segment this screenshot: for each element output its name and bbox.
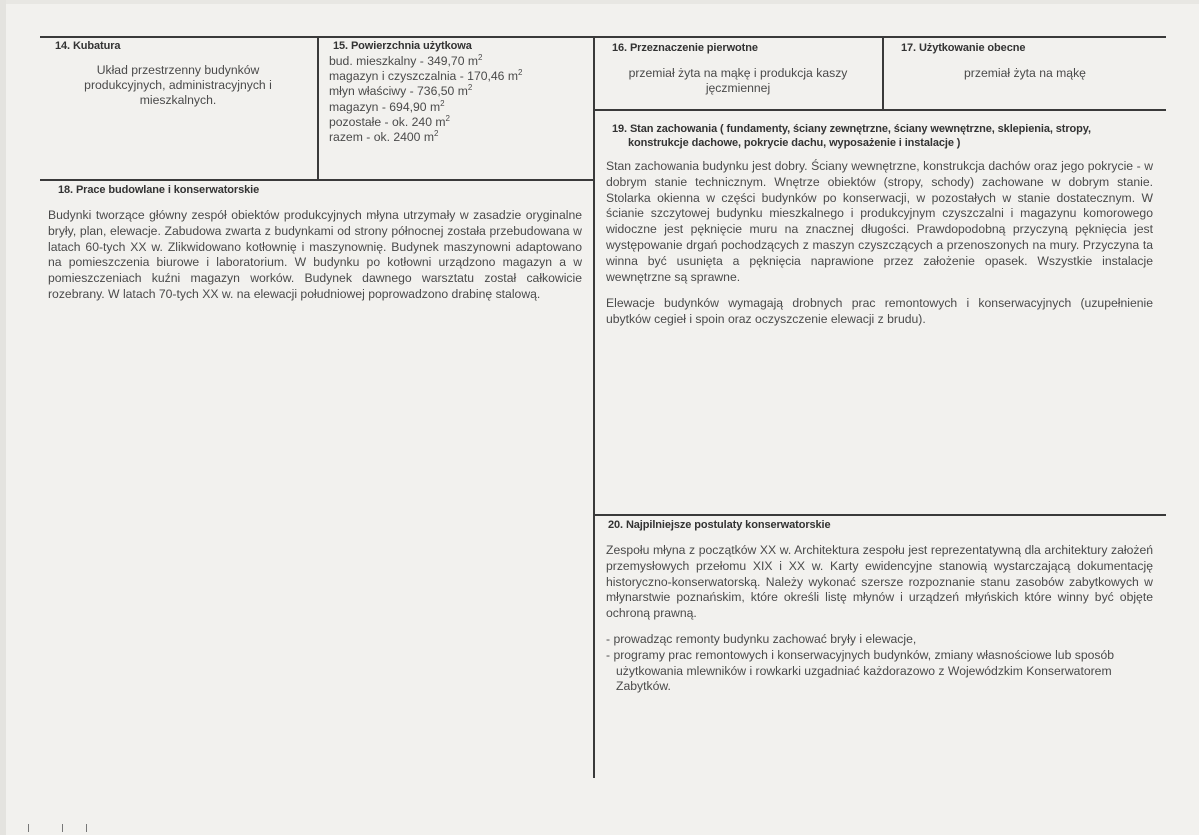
- section-18-header: 18. Prace budowlane i konserwatorskie: [58, 184, 260, 196]
- section-20-list: [606, 632, 1146, 695]
- section-17-text: przemiał żyta na mąkę: [964, 66, 1086, 80]
- scan-top-edge: [0, 0, 1199, 4]
- section-16-text: przemiał żyta na mąkę i produkcja kaszy jęczmiennej: [628, 66, 848, 95]
- scan-tick-mark: [28, 824, 29, 832]
- section-18-text: Budynki tworzące główny zespół obiektów produkcyjnych młyna utrzymały w zasadzie oryginalne bryły, plan, elewacje. Zabudowa zwarta z budynkami od strony północnej została przebudowana w latach 60-tych XX w. Zlikwidowano kotłownię i maszynownię. Budynek maszynowni adaptowano na pomieszczenia biurowe i laboratorium. W budynku po kotłowni urządzono magazyn a w pomieszczeniach kuźni magazyn worków. Budynek dawnego warsztatu został całkowicie rozebrany. W latach 70-tych XX w. na elewacji południowej poprowadzono drabinę stalową.: [48, 208, 582, 301]
- area-line: bud. mieszkalny - 349,70 $m^2$: [329, 52, 483, 68]
- area-line: magazyn - 694,90 $m^2$: [329, 98, 445, 114]
- section-19-para2: Elewacje budynków wymagają drobnych prac remontowych i konserwacyjnych (uzupełnienie ubytków cegieł i spoin oraz oczyszczenie elewacji z brudu).: [606, 296, 1153, 326]
- area-line: młyn właściwy - 736,50 $m^2$: [329, 83, 473, 99]
- postulate-item: - programy prac remontowych i konserwacyjnych budynków, zmiany własnościowe lub sposób użytkowania mlewników i rowkarki uzgadniać każdorazowo z Wojewódzkim Konserwatorem Zabytków.: [606, 647, 1115, 694]
- divider-top: [40, 36, 1166, 38]
- postulate-item: - prowadząc remonty budynku zachować bryły i elewacje,: [606, 632, 917, 646]
- divider-row-16-19: [595, 109, 1166, 111]
- section-17-header: 17. Użytkowanie obecne: [901, 42, 1026, 54]
- section-14-header: 14. Kubatura: [55, 40, 121, 52]
- scan-tick-mark: [86, 824, 87, 832]
- divider-col-15-16: [593, 36, 595, 778]
- section-19-header: [612, 123, 1157, 149]
- section-16-header: 16. Przeznaczenie pierwotne: [612, 42, 758, 54]
- section-20-para1: Zespołu młyna z początków XX w. Architektura zespołu jest reprezentatywną dla architektury założeń przemysłowych przełomu XIX i XX w. Karty ewidencyjne stanowią wystarczającą dokumentację historyczno-konserwatorską. Należy wykonać szersze rozpoznanie stanu zasobów zabytkowych w młynarstwie poznańskim, które określi listę młynów i urządzeń młyńskich które winny być objęte ochroną prawną.: [606, 543, 1153, 621]
- section-15-header: 15. Powierzchnia użytkowa: [333, 40, 472, 52]
- area-line: razem - ok. 2400 $m^2$: [329, 128, 439, 145]
- divider-row-19-20: [595, 514, 1166, 516]
- section-19-header-line1: 19. Stan zachowania ( fundamenty, ściany zewnętrzne, ściany wewnętrzne, sklepienia, stropy,: [612, 123, 1091, 135]
- section-20-header: 20. Najpilniejsze postulaty konserwatorskie: [608, 519, 831, 531]
- section-14-text: Układ przestrzenny budynków produkcyjnych, administracyjnych i mieszkalnych.: [84, 63, 272, 107]
- area-line: pozostałe - ok. 240 $m^2$: [329, 113, 450, 129]
- section-19-header-line2: konstrukcje dachowe, pokrycie dachu, wyposażenie i instalacje ): [628, 137, 961, 149]
- scan-tick-mark: [62, 824, 63, 832]
- divider-col-14-15: [317, 36, 319, 181]
- scan-left-edge: [0, 0, 6, 835]
- area-line: magazyn i czyszczalnia - 170,46 $m^2$: [329, 68, 523, 84]
- section-19-para1: Stan zachowania budynku jest dobry. Ściany wewnętrzne, konstrukcja dachów oraz jego pokrycie - w dobrym stanie technicznym. Wnętrze obiektów (stropy, schody) zachowane w dobrym stanie. Stolarka okienna w części budynków po konserwacji, w pozostałych w stanie dostatecznym. W ścianie szczytowej budynku mieszkalnego i produkcyjnym czyszczalni i magazynu komorowego widoczne jest pęknięcie muru na znacznej długości. Prawdopodobną przyczyną pęknięcia jest występowanie drgań pochodzących z maszyn czyszczących a przenoszonych na mury. Przyczyna ta winna być usunięta a pęknięcia naprawione przez założenie opasek. Wszystkie instalacje wewnętrzne są sprawne.: [606, 159, 1153, 284]
- divider-col-16-17: [882, 36, 884, 110]
- divider-row-14-18: [40, 179, 595, 181]
- section-15-list: [329, 54, 584, 145]
